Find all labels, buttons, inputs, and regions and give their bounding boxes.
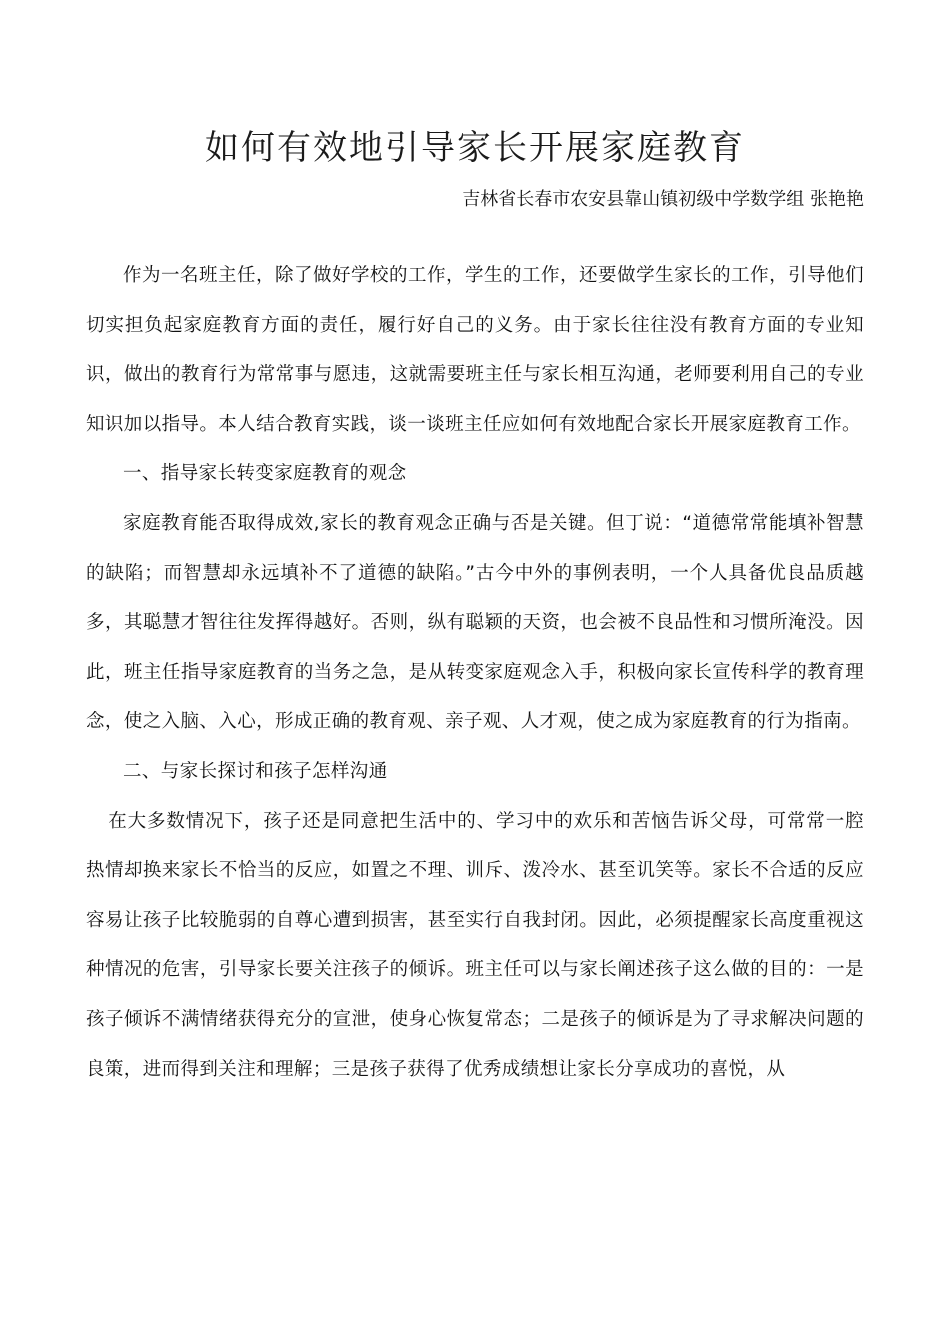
body-paragraph: 在大多数情况下，孩子还是同意把生活中的、学习中的欢乐和苦恼告诉父母，可常常一腔热情却换来家长不恰当的反应，如置之不理、训斥、泼冷水、甚至讥笑等。家长不合适的反应容易让孩子比较脆弱的自尊心遭到损害，甚至实行自我封闭。因此，必须提醒家长高度重视这种情况的危害，引导家长要关注孩子的倾诉。班主任可以与家长阐述孩子这么做的目的：一是孩子倾诉不满情绪获得充分的宣泄，使身心恢复常态；二是孩子的倾诉是为了寻求解决问题的良策，进而得到关注和理解；三是孩子获得了优秀成绩想让家长分享成功的喜悦，从 <box>86 810 864 1080</box>
document-body <box>86 251 864 1094</box>
body-paragraph: 家庭教育能否取得成效,家长的教育观念正确与否是关键。但丁说：“道德常常能填补智慧的缺陷；而智慧却永远填补不了道德的缺陷。”古今中外的事例表明，一个人具备优良品质越多，其聪慧才智往往发挥得越好。否则，纵有聪颖的天资，也会被不良品性和习惯所淹没。因此，班主任指导家庭教育的当务之急，是从转变家庭观念入手，积极向家长宣传科学的教育理念，使之入脑、入心，形成正确的教育观、亲子观、人才观，使之成为家庭教育的行为指南。 <box>86 512 864 733</box>
section-heading: 二、与家长探讨和孩子怎样沟通 <box>123 760 388 782</box>
body-paragraph: 作为一名班主任，除了做好学校的工作，学生的工作，还要做学生家长的工作，引导他们切实担负起家庭教育方面的责任，履行好自己的义务。由于家长往往没有教育方面的专业知识，做出的教育行为常常事与愿违，这就需要班主任与家长相互沟通，老师要利用自己的专业知识加以指导。本人结合教育实践，谈一谈班主任应如何有效地配合家长开展家庭教育工作。 <box>86 265 864 435</box>
author-line: 吉林省长春市农安县靠山镇初级中学数学组 张艳艳 <box>462 189 864 210</box>
section-heading: 一、指导家长转变家庭教育的观念 <box>123 463 407 485</box>
document-title: 如何有效地引导家长开展家庭教育 <box>205 128 745 168</box>
